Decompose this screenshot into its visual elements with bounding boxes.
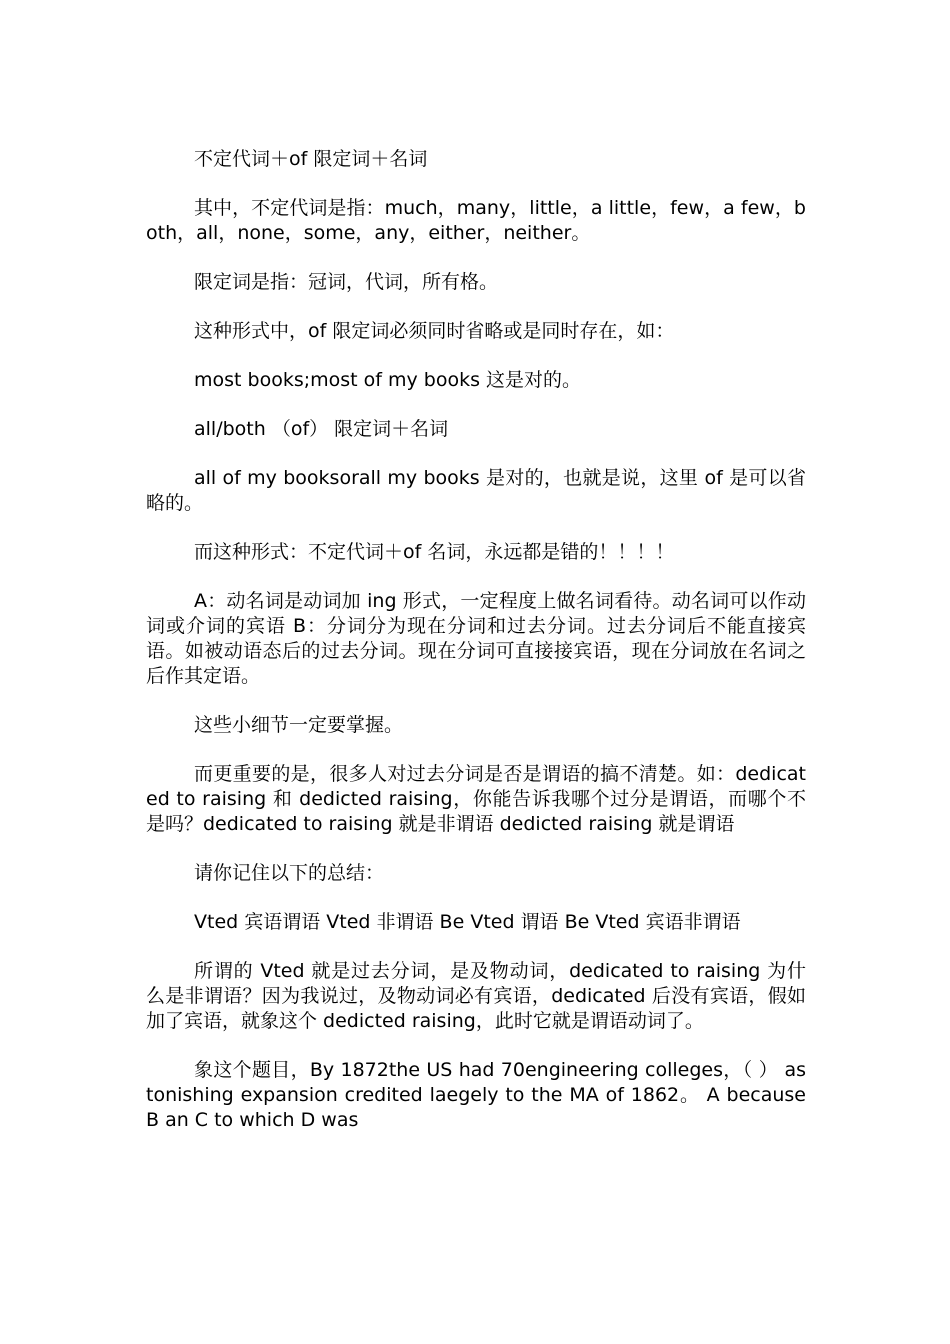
- paragraph-12: 请你记住以下的总结：: [194, 862, 385, 884]
- paragraph-13: Vted 宾语谓语 Vted 非谓语 Be Vted 谓语 Be Vted 宾语非谓语: [194, 911, 741, 933]
- paragraph-9: A：动名词是动词加 ing 形式，一定程度上做名词看待。动名词可以作动词或介词的宾语 B：分词分为现在分词和过去分词。过去分词后不能直接宾语。如被动语态后的过去分词。现在分词可直接接宾语，现在分词放在名词之后作其定语。: [146, 590, 806, 687]
- paragraph-8: 而这种形式：不定代词＋of 名词，永远都是错的！！！！: [194, 541, 675, 563]
- paragraph-7: all of my booksorall my books 是对的，也就是说，这里 of 是可以省略的。: [146, 467, 806, 514]
- paragraph-6: all/both （of） 限定词＋名词: [194, 418, 449, 440]
- document-page: [146, 147, 806, 1157]
- paragraph-3: 限定词是指：冠词，代词，所有格。: [194, 271, 499, 293]
- paragraph-1: 不定代词＋of 限定词＋名词: [194, 148, 428, 170]
- paragraph-5: most books;most of my books 这是对的。: [194, 369, 582, 391]
- paragraph-2: 其中，不定代词是指：much，many，little，a little，few，a few，both，all，none，some，any，either，neither。: [146, 197, 806, 244]
- paragraph-10: 这些小细节一定要掌握。: [194, 714, 404, 736]
- paragraph-4: 这种形式中，of 限定词必须同时省略或是同时存在，如：: [194, 320, 675, 342]
- paragraph-11: 而更重要的是，很多人对过去分词是否是谓语的搞不清楚。如：dedicated to raising 和 dedicted raising，你能告诉我哪个过分是谓语，而哪个不是吗？dedicated to raising 就是非谓语 dedicted raising 就是谓语: [146, 763, 806, 835]
- paragraph-14: 所谓的 Vted 就是过去分词，是及物动词，dedicated to raising 为什么是非谓语？因为我说过，及物动词必有宾语，dedicated 后没有宾语，假如加了宾语，就象这个 dedicted raising，此时它就是谓语动词了。: [146, 960, 806, 1032]
- paragraph-15: 象这个题目，By 1872the US had 70engineering colleges，（ ） astonishing expansion credited laegely to the MA of 1862。 A because B an C to which D was: [146, 1059, 806, 1131]
